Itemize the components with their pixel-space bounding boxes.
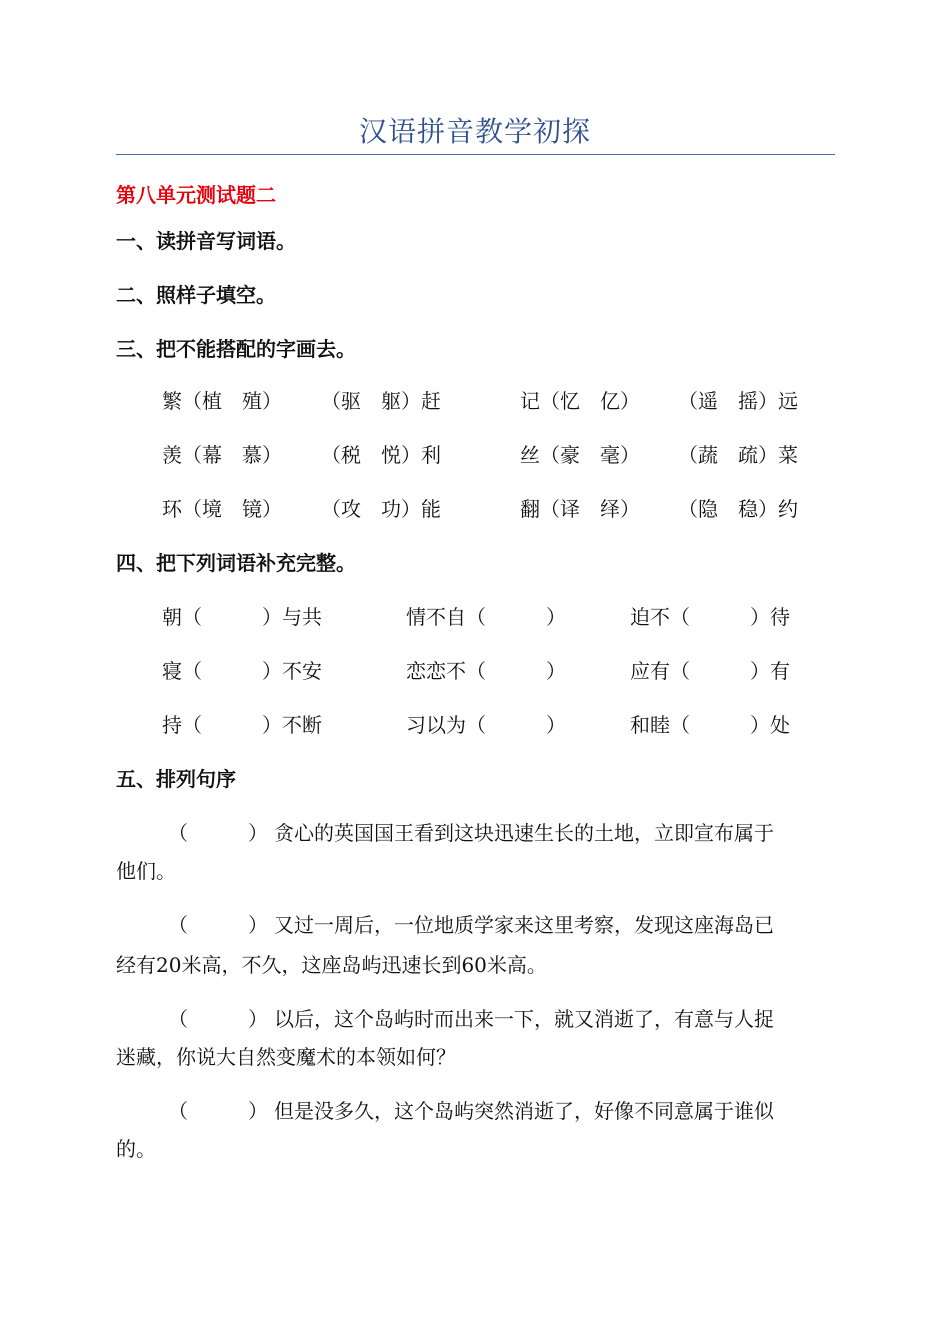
idiom-blank-item: 迫不（ ）待 (630, 605, 790, 629)
word-choice-item: （隐 稳）约 (678, 497, 798, 521)
order-blank: （ ） (168, 1007, 268, 1031)
idiom-blank-item: 习以为（ ） (406, 713, 566, 737)
sentence-text: 以后，这个岛屿时而出来一下，就又消逝了，有意与人捉 (274, 1007, 774, 1031)
sentence-text: 贪心的英国国王看到这块迅速生长的土地，立即宣布属于 (274, 821, 774, 845)
word-choice-item: 丝（豪 毫） (520, 443, 640, 467)
word-choice-item: （蔬 疏）菜 (678, 443, 798, 467)
word-choice-item: 记（忆 亿） (520, 389, 640, 413)
section-1-heading: 一、读拼音写词语。 (116, 229, 296, 253)
section-2-heading: 二、照样子填空。 (116, 283, 276, 307)
title-divider (116, 154, 835, 155)
sentence-text: 的。 (116, 1137, 156, 1161)
page-title: 汉语拼音教学初探 (358, 115, 591, 148)
order-blank: （ ） (168, 1099, 268, 1123)
word-choice-item: （攻 功）能 (321, 497, 441, 521)
idiom-blank-item: 和睦（ ）处 (630, 713, 790, 737)
test-subtitle: 第八单元测试题二 (116, 183, 276, 207)
word-choice-item: 环（境 镜） (162, 497, 282, 521)
word-choice-item: 羡（幕 慕） (162, 443, 282, 467)
word-choice-item: （遥 摇）远 (678, 389, 798, 413)
order-blank: （ ） (168, 821, 268, 845)
word-choice-item: （税 悦）利 (321, 443, 441, 467)
sentence-text: 他们。 (116, 859, 176, 883)
order-blank: （ ） (168, 913, 268, 937)
sentence-text: 但是没多久，这个岛屿突然消逝了，好像不同意属于谁似 (274, 1099, 774, 1123)
idiom-blank-item: 持（ ）不断 (162, 713, 322, 737)
sentence-text: 经有20米高，不久，这座岛屿迅速长到60米高。 (116, 953, 547, 977)
idiom-blank-item: 应有（ ）有 (630, 659, 790, 683)
sentence-text: 迷藏，你说大自然变魔术的本领如何？ (116, 1045, 456, 1069)
idiom-blank-item: 朝（ ）与共 (162, 605, 322, 629)
section-4-heading: 四、把下列词语补充完整。 (116, 551, 356, 575)
word-choice-item: （驱 躯）赶 (321, 389, 441, 413)
section-3-heading: 三、把不能搭配的字画去。 (116, 337, 356, 361)
word-choice-item: 翻（译 绎） (520, 497, 640, 521)
idiom-blank-item: 寝（ ）不安 (162, 659, 322, 683)
word-choice-item: 繁（植 殖） (162, 389, 282, 413)
idiom-blank-item: 情不自（ ） (406, 605, 566, 629)
sentence-text: 又过一周后，一位地质学家来这里考察，发现这座海岛已 (274, 913, 774, 937)
section-5-heading: 五、排列句序 (116, 767, 236, 791)
idiom-blank-item: 恋恋不（ ） (406, 659, 566, 683)
